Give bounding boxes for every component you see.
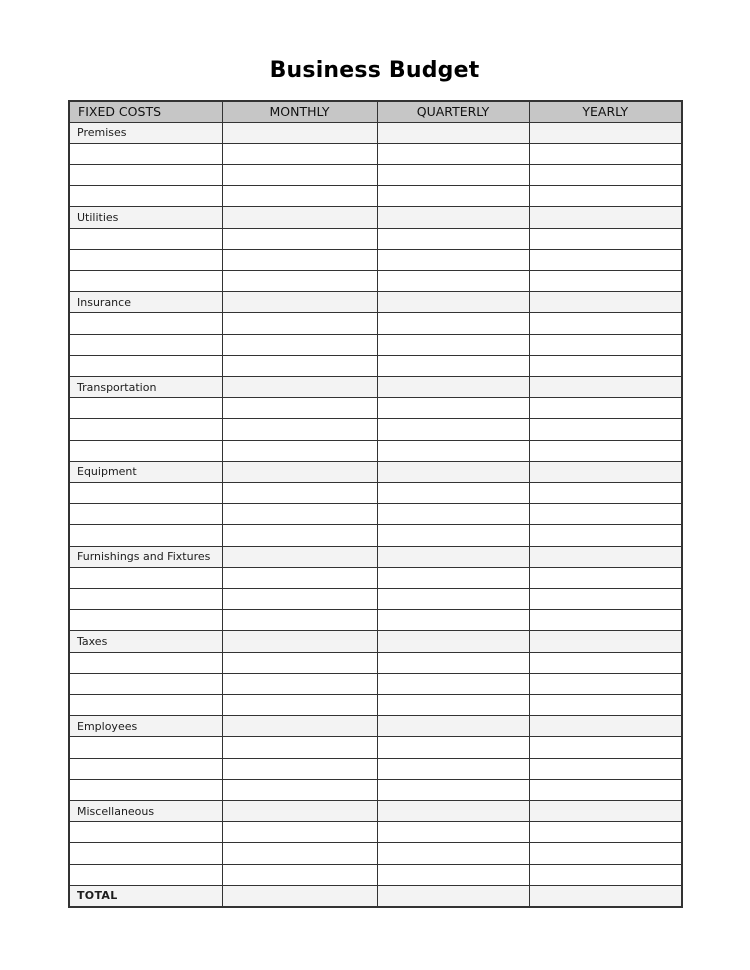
blank-cell: [69, 843, 222, 864]
section-row-taxes: [69, 631, 682, 652]
blank-cell: [222, 673, 377, 694]
blank-cell: [377, 207, 529, 228]
blank-cell: [377, 164, 529, 185]
blank-cell: [377, 186, 529, 207]
blank-cell: [222, 610, 377, 631]
column-header-quarterly: QUARTERLY: [377, 101, 529, 122]
blank-cell: [377, 440, 529, 461]
blank-cell: [377, 334, 529, 355]
column-header-yearly: YEARLY: [529, 101, 682, 122]
blank-cell: [69, 270, 222, 291]
section-row-transportation: [69, 376, 682, 397]
blank-cell: [222, 270, 377, 291]
blank-cell: [69, 355, 222, 376]
blank-row: [69, 737, 682, 758]
total-label: TOTAL: [69, 885, 222, 907]
section-label-utilities: Utilities: [69, 207, 222, 228]
blank-cell: [529, 419, 682, 440]
blank-cell: [69, 864, 222, 885]
blank-cell: [529, 334, 682, 355]
blank-cell: [529, 313, 682, 334]
blank-cell: [529, 716, 682, 737]
blank-cell: [69, 398, 222, 419]
blank-cell: [222, 334, 377, 355]
blank-row: [69, 143, 682, 164]
blank-cell: [529, 228, 682, 249]
blank-cell: [377, 779, 529, 800]
blank-cell: [377, 864, 529, 885]
page-title: Business Budget: [269, 58, 480, 83]
blank-cell: [377, 546, 529, 567]
blank-cell: [69, 228, 222, 249]
blank-cell: [377, 652, 529, 673]
blank-row: [69, 822, 682, 843]
blank-cell: [222, 419, 377, 440]
blank-row: [69, 652, 682, 673]
column-header-fixed-costs: FIXED COSTS: [69, 101, 222, 122]
section-row-employees: [69, 716, 682, 737]
blank-cell: [529, 737, 682, 758]
blank-cell: [377, 673, 529, 694]
section-label-furnishings-and-fixtures: Furnishings and Fixtures: [69, 546, 222, 567]
blank-cell: [377, 313, 529, 334]
blank-cell: [222, 525, 377, 546]
blank-row: [69, 864, 682, 885]
blank-cell: [529, 504, 682, 525]
blank-cell: [377, 504, 529, 525]
header-row: [69, 101, 682, 122]
blank-cell: [222, 588, 377, 609]
blank-cell: [377, 461, 529, 482]
section-label-miscellaneous: Miscellaneous: [69, 801, 222, 822]
blank-cell: [69, 482, 222, 503]
blank-row: [69, 334, 682, 355]
section-label-transportation: Transportation: [69, 376, 222, 397]
blank-row: [69, 482, 682, 503]
section-label-premises: Premises: [69, 122, 222, 143]
blank-cell: [222, 822, 377, 843]
blank-cell: [377, 525, 529, 546]
blank-row: [69, 694, 682, 715]
blank-cell: [529, 631, 682, 652]
budget-table: [68, 100, 681, 908]
blank-cell: [377, 588, 529, 609]
blank-row: [69, 164, 682, 185]
blank-cell: [377, 610, 529, 631]
blank-cell: [69, 525, 222, 546]
blank-cell: [377, 567, 529, 588]
blank-cell: [377, 355, 529, 376]
blank-cell: [377, 801, 529, 822]
blank-cell: [377, 419, 529, 440]
blank-cell: [377, 758, 529, 779]
blank-cell: [69, 249, 222, 270]
blank-cell: [222, 228, 377, 249]
blank-cell: [222, 504, 377, 525]
blank-cell: [377, 737, 529, 758]
blank-cell: [222, 546, 377, 567]
blank-row: [69, 779, 682, 800]
blank-row: [69, 758, 682, 779]
blank-cell: [377, 398, 529, 419]
blank-cell: [529, 885, 682, 907]
blank-cell: [69, 567, 222, 588]
blank-cell: [222, 482, 377, 503]
blank-cell: [377, 631, 529, 652]
blank-cell: [222, 122, 377, 143]
blank-cell: [377, 885, 529, 907]
blank-cell: [69, 334, 222, 355]
blank-cell: [529, 525, 682, 546]
blank-cell: [377, 249, 529, 270]
blank-cell: [529, 440, 682, 461]
blank-cell: [222, 313, 377, 334]
blank-cell: [222, 355, 377, 376]
blank-cell: [529, 843, 682, 864]
blank-cell: [222, 843, 377, 864]
blank-cell: [222, 143, 377, 164]
blank-cell: [529, 652, 682, 673]
blank-row: [69, 398, 682, 419]
section-row-miscellaneous: [69, 801, 682, 822]
blank-row: [69, 567, 682, 588]
blank-cell: [529, 482, 682, 503]
blank-cell: [529, 186, 682, 207]
blank-cell: [377, 716, 529, 737]
blank-cell: [377, 292, 529, 313]
blank-cell: [222, 207, 377, 228]
blank-cell: [529, 355, 682, 376]
blank-cell: [377, 694, 529, 715]
blank-cell: [69, 737, 222, 758]
blank-cell: [69, 164, 222, 185]
blank-cell: [69, 610, 222, 631]
blank-cell: [377, 822, 529, 843]
blank-row: [69, 440, 682, 461]
blank-cell: [222, 631, 377, 652]
blank-row: [69, 588, 682, 609]
blank-row: [69, 525, 682, 546]
blank-cell: [529, 270, 682, 291]
total-row: [69, 885, 682, 907]
blank-cell: [222, 652, 377, 673]
blank-row: [69, 504, 682, 525]
blank-row: [69, 419, 682, 440]
blank-cell: [529, 588, 682, 609]
blank-cell: [222, 694, 377, 715]
blank-cell: [222, 716, 377, 737]
blank-cell: [529, 207, 682, 228]
blank-cell: [69, 673, 222, 694]
blank-cell: [69, 186, 222, 207]
blank-cell: [69, 588, 222, 609]
blank-cell: [222, 398, 377, 419]
blank-cell: [222, 249, 377, 270]
blank-cell: [529, 122, 682, 143]
blank-cell: [69, 419, 222, 440]
blank-cell: [69, 779, 222, 800]
blank-cell: [377, 843, 529, 864]
blank-cell: [529, 546, 682, 567]
blank-cell: [529, 864, 682, 885]
blank-cell: [529, 292, 682, 313]
blank-row: [69, 843, 682, 864]
blank-cell: [69, 822, 222, 843]
section-row-utilities: [69, 207, 682, 228]
blank-row: [69, 355, 682, 376]
blank-cell: [222, 801, 377, 822]
blank-cell: [529, 164, 682, 185]
blank-cell: [69, 652, 222, 673]
blank-cell: [222, 758, 377, 779]
blank-cell: [377, 376, 529, 397]
blank-cell: [69, 758, 222, 779]
section-label-equipment: Equipment: [69, 461, 222, 482]
blank-cell: [529, 822, 682, 843]
column-header-monthly: MONTHLY: [222, 101, 377, 122]
blank-cell: [529, 567, 682, 588]
blank-cell: [69, 440, 222, 461]
blank-cell: [529, 376, 682, 397]
blank-cell: [222, 885, 377, 907]
blank-cell: [529, 801, 682, 822]
blank-cell: [377, 228, 529, 249]
blank-row: [69, 228, 682, 249]
blank-cell: [222, 292, 377, 313]
blank-cell: [222, 186, 377, 207]
blank-cell: [222, 737, 377, 758]
section-row-insurance: [69, 292, 682, 313]
blank-cell: [69, 143, 222, 164]
blank-cell: [222, 164, 377, 185]
section-row-furnishings-and-fixtures: [69, 546, 682, 567]
blank-cell: [529, 758, 682, 779]
blank-cell: [377, 143, 529, 164]
blank-cell: [529, 694, 682, 715]
blank-cell: [222, 864, 377, 885]
section-row-premises: [69, 122, 682, 143]
blank-cell: [69, 313, 222, 334]
blank-cell: [222, 440, 377, 461]
blank-cell: [222, 461, 377, 482]
blank-row: [69, 186, 682, 207]
blank-cell: [377, 122, 529, 143]
blank-cell: [377, 482, 529, 503]
blank-cell: [529, 143, 682, 164]
budget-table-grid: [68, 100, 683, 908]
section-label-employees: Employees: [69, 716, 222, 737]
blank-row: [69, 673, 682, 694]
blank-cell: [377, 270, 529, 291]
section-label-taxes: Taxes: [69, 631, 222, 652]
blank-cell: [222, 779, 377, 800]
blank-cell: [69, 694, 222, 715]
blank-row: [69, 610, 682, 631]
blank-cell: [69, 504, 222, 525]
blank-cell: [529, 398, 682, 419]
section-label-insurance: Insurance: [69, 292, 222, 313]
blank-cell: [222, 376, 377, 397]
blank-row: [69, 249, 682, 270]
blank-cell: [529, 673, 682, 694]
blank-cell: [529, 610, 682, 631]
blank-cell: [529, 461, 682, 482]
blank-row: [69, 313, 682, 334]
blank-row: [69, 270, 682, 291]
blank-cell: [529, 249, 682, 270]
blank-cell: [529, 779, 682, 800]
blank-cell: [222, 567, 377, 588]
section-row-equipment: [69, 461, 682, 482]
